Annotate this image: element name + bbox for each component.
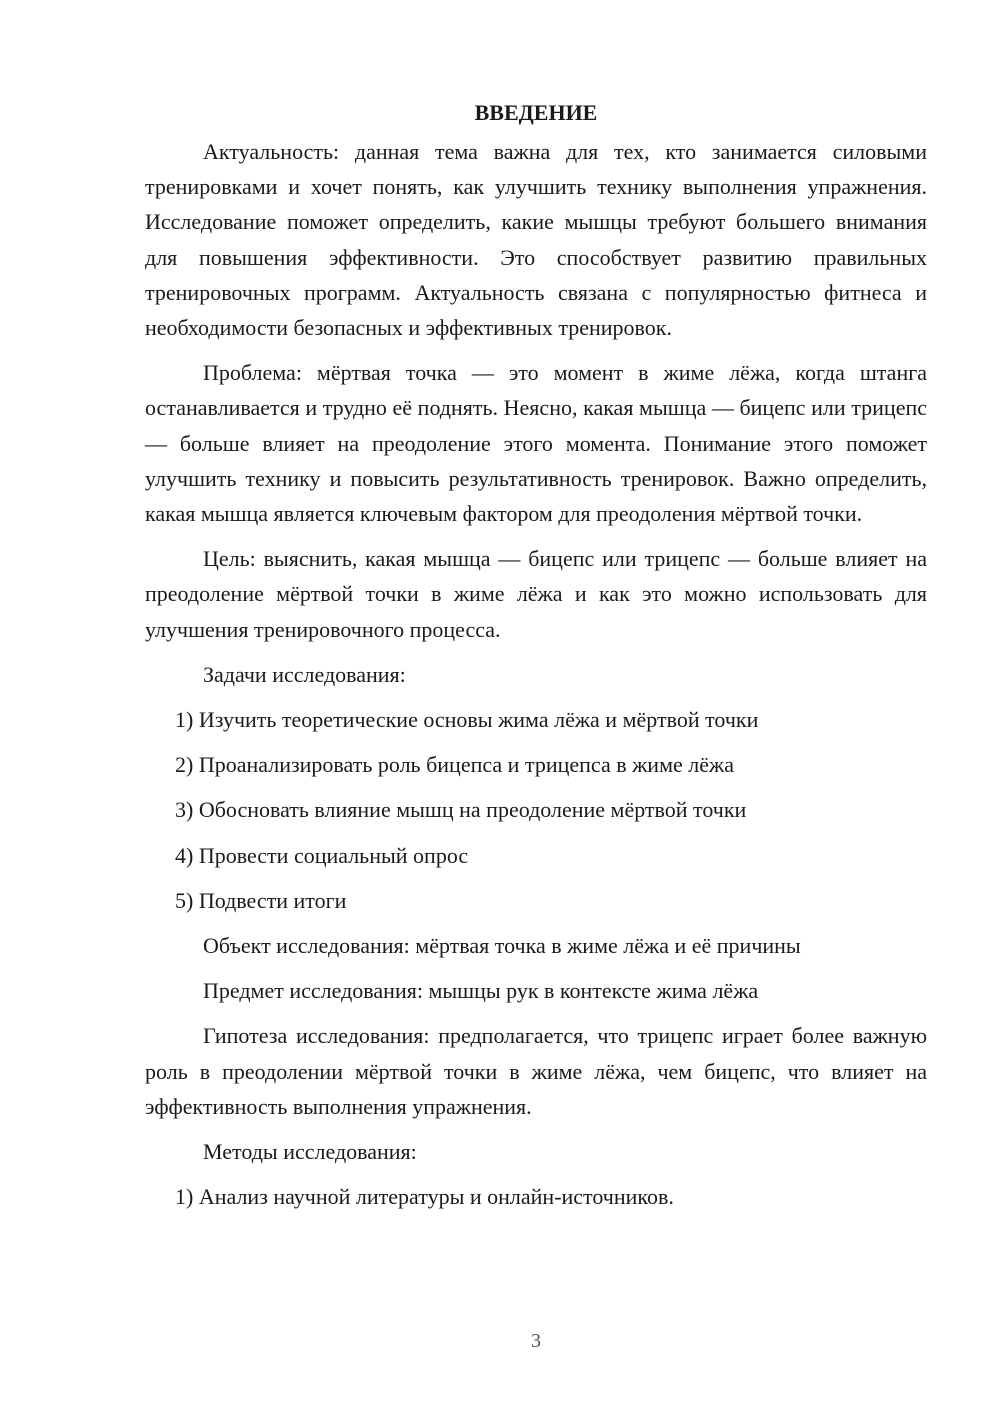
tasks-list xyxy=(145,702,927,918)
list-item: 5) Подвести итоги xyxy=(175,887,347,913)
page-number: 3 xyxy=(531,1330,541,1352)
relevance-paragraph: Актуальность: данная тема важна для тех, кто занимается силовыми тренировками и хочет понять, как улучшить технику выполнения упражнения. Исследование поможет определить, какие мышцы требуют большего внимания для повышения эффективности. Это способствует развитию правильных тренировочных программ. Актуальность связана с популярностью фитнеса и необходимости безопасных и эффективных тренировок. xyxy=(145,139,927,341)
tasks-title: Задачи исследования: xyxy=(203,661,406,687)
list-item: 1) Анализ научной литературы и онлайн-источников. xyxy=(175,1184,674,1210)
list-item: 3) Обосновать влияние мышц на преодоление мёртвой точки xyxy=(175,797,747,823)
problem-paragraph: Проблема: мёртвая точка — это момент в жиме лёжа, когда штанга останавливается и трудно её поднять. Неясно, какая мышца — бицепс или трицепс — больше влияет на преодоление этого момента. Понимание этого поможет улучшить технику и повысить результативность тренировок. Важно определить, какая мышца является ключевым фактором для преодоления мёртвой точки. xyxy=(145,360,927,527)
hypothesis-paragraph: Гипотеза исследования: предполагается, что трицепс играет более важную роль в преодолении мёртвой точки в жиме лёжа, чем бицепс, что влияет на эффективность выполнения упражнения. xyxy=(145,1023,927,1119)
goal-paragraph: Цель: выяснить, какая мышца — бицепс или трицепс — больше влияет на преодоление мёртвой точки в жиме лёжа и как это можно использовать для улучшения тренировочного процесса. xyxy=(145,546,927,642)
section-heading: ВВЕДЕНИЕ xyxy=(474,100,598,125)
list-item: 2) Проанализировать роль бицепса и трицепса в жиме лёжа xyxy=(175,752,734,778)
methods-title: Методы исследования: xyxy=(203,1139,417,1165)
methods-list xyxy=(145,1179,927,1214)
list-item: 1) Изучить теоретические основы жима лёжа и мёртвой точки xyxy=(175,707,759,733)
list-item: 4) Провести социальный опрос xyxy=(175,842,469,868)
subject-paragraph: Предмет исследования: мышцы рук в контексте жима лёжа xyxy=(203,978,759,1004)
object-paragraph: Объект исследования: мёртвая точка в жиме лёжа и её причины xyxy=(203,933,801,959)
